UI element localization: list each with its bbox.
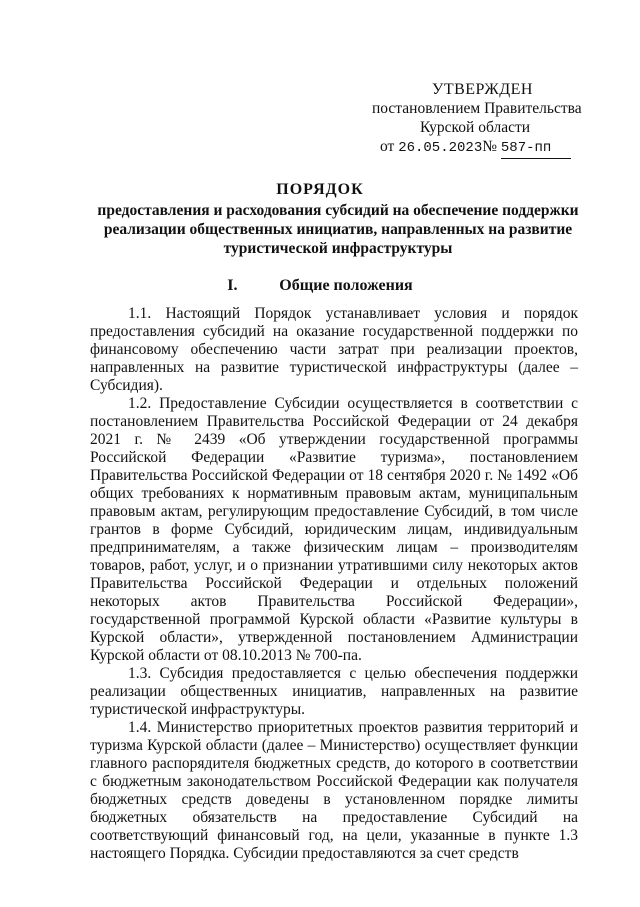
approval-region: Курской области [420,119,531,136]
approval-from-label: от [380,138,395,155]
section-number: I. [227,277,238,294]
document-title: ПОРЯДОК [276,181,364,198]
paragraph-1-3: 1.3. Субсидия предоставляется с целью обеспечения поддержки реализации общественных инициатив, направленных на развитие туристической инфраструктуры. [90,665,578,718]
approval-title: УТВЕРЖДЕН [432,81,533,98]
approval-number-label: № [482,138,498,155]
approval-issuer: постановлением Правительства [372,100,582,117]
document-subtitle: предоставления и расходования субсидий на обеспечение поддержки реализации общественных инициатив, направленных на развитие туристической инфраструктуры [97,202,579,257]
approval-stamp [372,80,592,159]
section-title: Общие положения [279,277,413,294]
approval-date: 26.05.2023 [398,140,483,156]
approval-number: 587-пп [501,139,571,159]
paragraph-1-1: 1.1. Настоящий Порядок устанавливает условия и порядок предоставления субсидий на оказание государственной поддержки по финансовому обеспечению части затрат при реализации проектов, направленных на развитие туристической инфраструктуры (далее – Субсидия). [90,305,578,394]
document-body [90,305,578,863]
paragraph-1-4: 1.4. Министерство приоритетных проектов развития территорий и туризма Курской области (далее – Министерство) осуществляет функции главного распорядителя бюджетных средств, до которого в соответствии с бюджетным законодательством Российской Федерации как получателя бюджетных средств доведены в установленном порядке лимиты бюджетных обязательств на предоставление Субсидий на соответствующий финансовый год, на цели, указанные в пункте 1.3 настоящего Порядка. Субсидии предоставляются за счет средств [90,719,578,862]
paragraph-1-2: 1.2. Предоставление Субсидии осуществляется в соответствии с постановлением Правительства Российской Федерации от 24 декабря 2021 г. № 2439 «Об утверждении государственной программы Российской Федерации «Развитие туризма», постановлением Правительства Российской Федерации от 18 сентября 2020 г. № 1492 «Об общих требованиях к нормативным правовым актам, муниципальным правовым актам, регулирующим предоставление Субсидий, в том числе грантов в форме Субсидий, юридическим лицам, индивидуальным предпринимателям, а также физическим лицам – производителям товаров, работ, услуг, и о признании утратившими силу некоторых актов Правительства Российской Федерации и отдельных положений некоторых актов Правительства Российской Федерации», государственной программой Курской области «Развитие культуры в Курской области», утвержденной постановлением Администрации Курской области от 08.10.2013 № 700-па. [90,395,578,664]
approval-date-number [372,137,592,159]
section-heading [0,277,640,295]
